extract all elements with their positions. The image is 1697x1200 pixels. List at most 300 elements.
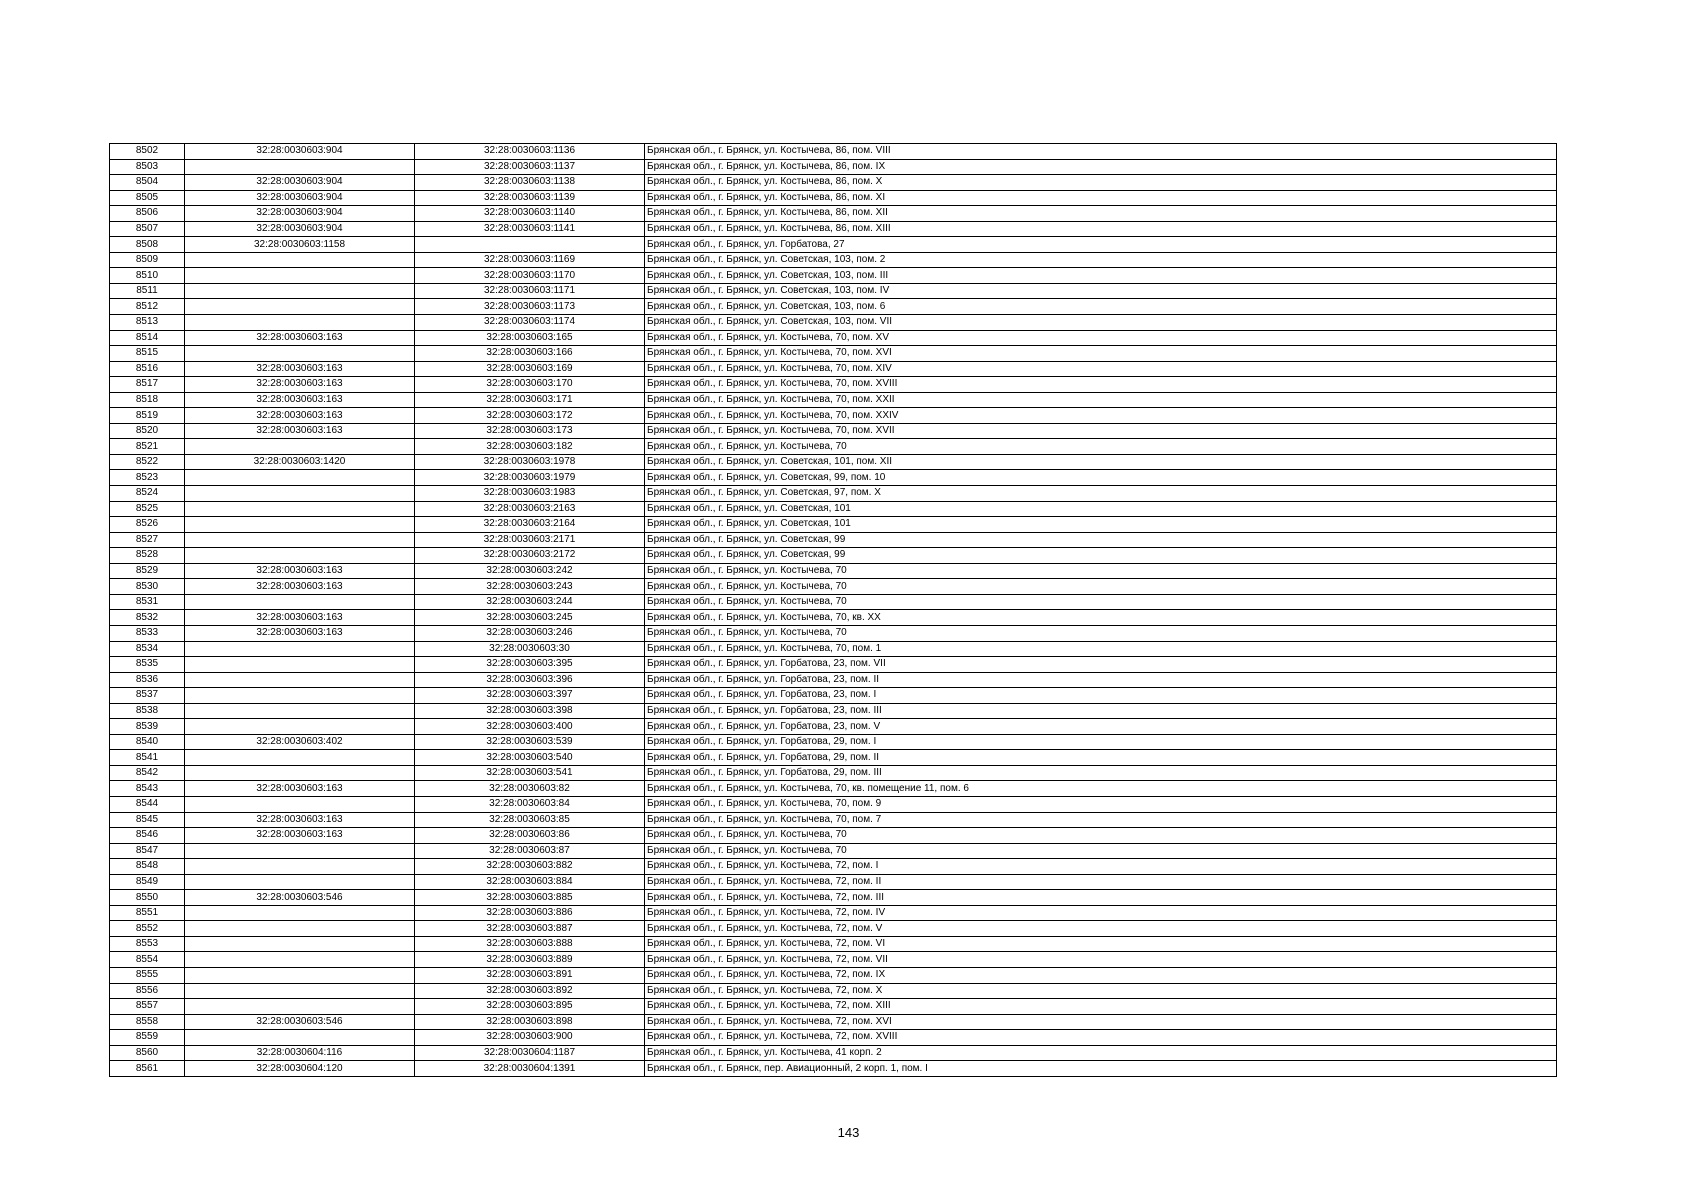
parent-cadastral-number-cell (185, 765, 415, 781)
table-row (110, 983, 1557, 999)
cadastral-number-cell: 32:28:0030603:888 (415, 936, 645, 952)
table-row (110, 190, 1557, 206)
table-row (110, 579, 1557, 595)
parent-cadastral-number-cell (185, 796, 415, 812)
cadastral-number-cell (415, 237, 645, 253)
row-number-cell: 8540 (110, 734, 185, 750)
cadastral-number-cell: 32:28:0030603:30 (415, 641, 645, 657)
cadastral-number-cell: 32:28:0030603:889 (415, 952, 645, 968)
cadastral-number-cell: 32:28:0030603:243 (415, 579, 645, 595)
table-row (110, 237, 1557, 253)
table-row (110, 144, 1557, 160)
address-cell: Брянская обл., г. Брянск, ул. Советская, 103, пом. III (645, 268, 1557, 284)
table-row (110, 936, 1557, 952)
row-number-cell: 8503 (110, 159, 185, 175)
row-number-cell: 8561 (110, 1061, 185, 1077)
row-number-cell: 8560 (110, 1045, 185, 1061)
cadastral-number-cell: 32:28:0030603:244 (415, 594, 645, 610)
address-cell: Брянская обл., г. Брянск, ул. Советская, 103, пом. VII (645, 315, 1557, 331)
parent-cadastral-number-cell (185, 315, 415, 331)
table-row (110, 719, 1557, 735)
table-row (110, 625, 1557, 641)
parent-cadastral-number-cell: 32:28:0030603:163 (185, 330, 415, 346)
parent-cadastral-number-cell: 32:28:0030603:1158 (185, 237, 415, 253)
cadastral-number-cell: 32:28:0030603:1983 (415, 486, 645, 502)
row-number-cell: 8528 (110, 548, 185, 564)
row-number-cell: 8559 (110, 1030, 185, 1046)
registry-table (109, 143, 1557, 1077)
table-row (110, 765, 1557, 781)
parent-cadastral-number-cell: 32:28:0030603:402 (185, 734, 415, 750)
row-number-cell: 8519 (110, 408, 185, 424)
parent-cadastral-number-cell: 32:28:0030603:904 (185, 221, 415, 237)
parent-cadastral-number-cell: 32:28:0030604:116 (185, 1045, 415, 1061)
cadastral-number-cell: 32:28:0030603:2171 (415, 532, 645, 548)
row-number-cell: 8535 (110, 657, 185, 673)
address-cell: Брянская обл., г. Брянск, ул. Костычева, 70, пом. 1 (645, 641, 1557, 657)
row-number-cell: 8518 (110, 392, 185, 408)
table-row (110, 999, 1557, 1015)
table-row (110, 283, 1557, 299)
row-number-cell: 8520 (110, 423, 185, 439)
cadastral-number-cell: 32:28:0030603:170 (415, 377, 645, 393)
row-number-cell: 8549 (110, 874, 185, 890)
row-number-cell: 8558 (110, 1014, 185, 1030)
cadastral-number-cell: 32:28:0030603:1978 (415, 454, 645, 470)
address-cell: Брянская обл., г. Брянск, ул. Горбатова, 29, пом. II (645, 750, 1557, 766)
parent-cadastral-number-cell (185, 486, 415, 502)
parent-cadastral-number-cell: 32:28:0030603:163 (185, 812, 415, 828)
parent-cadastral-number-cell: 32:28:0030603:546 (185, 1014, 415, 1030)
cadastral-number-cell: 32:28:0030603:882 (415, 859, 645, 875)
row-number-cell: 8545 (110, 812, 185, 828)
row-number-cell: 8509 (110, 252, 185, 268)
address-cell: Брянская обл., г. Брянск, ул. Костычева, 70, пом. XXIV (645, 408, 1557, 424)
row-number-cell: 8554 (110, 952, 185, 968)
address-cell: Брянская обл., г. Брянск, ул. Костычева, 70, пом. XV (645, 330, 1557, 346)
parent-cadastral-number-cell (185, 159, 415, 175)
address-cell: Брянская обл., г. Брянск, ул. Костычева, 86, пом. IX (645, 159, 1557, 175)
table-row (110, 470, 1557, 486)
cadastral-number-cell: 32:28:0030603:400 (415, 719, 645, 735)
cadastral-number-cell: 32:28:0030603:1169 (415, 252, 645, 268)
cadastral-number-cell: 32:28:0030603:2172 (415, 548, 645, 564)
cadastral-number-cell: 32:28:0030603:1171 (415, 283, 645, 299)
cadastral-number-cell: 32:28:0030603:886 (415, 905, 645, 921)
row-number-cell: 8544 (110, 796, 185, 812)
address-cell: Брянская обл., г. Брянск, ул. Горбатова, 29, пом. III (645, 765, 1557, 781)
parent-cadastral-number-cell (185, 594, 415, 610)
table-row (110, 657, 1557, 673)
parent-cadastral-number-cell (185, 905, 415, 921)
address-cell: Брянская обл., г. Брянск, ул. Костычева, 70 (645, 439, 1557, 455)
row-number-cell: 8546 (110, 828, 185, 844)
parent-cadastral-number-cell: 32:28:0030603:163 (185, 563, 415, 579)
table-row (110, 703, 1557, 719)
table-row (110, 1061, 1557, 1077)
parent-cadastral-number-cell (185, 439, 415, 455)
row-number-cell: 8548 (110, 859, 185, 875)
table-row (110, 1030, 1557, 1046)
address-cell: Брянская обл., г. Брянск, ул. Костычева, 86, пом. XI (645, 190, 1557, 206)
table-row (110, 921, 1557, 937)
parent-cadastral-number-cell (185, 268, 415, 284)
address-cell: Брянская обл., г. Брянск, ул. Советская, 97, пом. X (645, 486, 1557, 502)
table-row (110, 890, 1557, 906)
row-number-cell: 8510 (110, 268, 185, 284)
address-cell: Брянская обл., г. Брянск, ул. Советская, 101 (645, 501, 1557, 517)
row-number-cell: 8527 (110, 532, 185, 548)
parent-cadastral-number-cell: 32:28:0030603:904 (185, 190, 415, 206)
cadastral-number-cell: 32:28:0030603:1979 (415, 470, 645, 486)
table-row (110, 548, 1557, 564)
cadastral-number-cell: 32:28:0030603:1136 (415, 144, 645, 160)
address-cell: Брянская обл., г. Брянск, ул. Костычева, 72, пом. IX (645, 967, 1557, 983)
cadastral-number-cell: 32:28:0030603:172 (415, 408, 645, 424)
parent-cadastral-number-cell (185, 719, 415, 735)
address-cell: Брянская обл., г. Брянск, ул. Советская, 103, пом. IV (645, 283, 1557, 299)
table-row (110, 408, 1557, 424)
parent-cadastral-number-cell: 32:28:0030603:546 (185, 890, 415, 906)
table-row (110, 688, 1557, 704)
address-cell: Брянская обл., г. Брянск, ул. Костычева, 72, пом. XVI (645, 1014, 1557, 1030)
cadastral-number-cell: 32:28:0030603:395 (415, 657, 645, 673)
cadastral-number-cell: 32:28:0030603:1138 (415, 175, 645, 191)
address-cell: Брянская обл., г. Брянск, ул. Костычева, 70, пом. XVI (645, 346, 1557, 362)
address-cell: Брянская обл., г. Брянск, ул. Горбатова, 29, пом. I (645, 734, 1557, 750)
address-cell: Брянская обл., г. Брянск, ул. Горбатова, 23, пом. VII (645, 657, 1557, 673)
parent-cadastral-number-cell: 32:28:0030603:163 (185, 579, 415, 595)
table-row (110, 812, 1557, 828)
cadastral-number-cell: 32:28:0030603:541 (415, 765, 645, 781)
parent-cadastral-number-cell: 32:28:0030603:163 (185, 377, 415, 393)
address-cell: Брянская обл., г. Брянск, ул. Советская, 101 (645, 517, 1557, 533)
cadastral-number-cell: 32:28:0030603:1170 (415, 268, 645, 284)
cadastral-number-cell: 32:28:0030603:82 (415, 781, 645, 797)
parent-cadastral-number-cell: 32:28:0030603:163 (185, 781, 415, 797)
row-number-cell: 8539 (110, 719, 185, 735)
row-number-cell: 8551 (110, 905, 185, 921)
cadastral-number-cell: 32:28:0030603:1174 (415, 315, 645, 331)
row-number-cell: 8504 (110, 175, 185, 191)
address-cell: Брянская обл., г. Брянск, ул. Костычева, 72, пом. V (645, 921, 1557, 937)
table-row (110, 346, 1557, 362)
cadastral-number-cell: 32:28:0030603:173 (415, 423, 645, 439)
row-number-cell: 8521 (110, 439, 185, 455)
table-row (110, 672, 1557, 688)
address-cell: Брянская обл., г. Брянск, ул. Костычева, 72, пом. III (645, 890, 1557, 906)
table-row (110, 734, 1557, 750)
row-number-cell: 8552 (110, 921, 185, 937)
cadastral-number-cell: 32:28:0030603:1173 (415, 299, 645, 315)
address-cell: Брянская обл., г. Брянск, ул. Костычева, 70, пом. 7 (645, 812, 1557, 828)
parent-cadastral-number-cell: 32:28:0030603:163 (185, 423, 415, 439)
cadastral-number-cell: 32:28:0030603:242 (415, 563, 645, 579)
table-row (110, 175, 1557, 191)
row-number-cell: 8507 (110, 221, 185, 237)
row-number-cell: 8531 (110, 594, 185, 610)
table-row (110, 750, 1557, 766)
row-number-cell: 8541 (110, 750, 185, 766)
table-row (110, 439, 1557, 455)
address-cell: Брянская обл., г. Брянск, ул. Костычева, 72, пом. XIII (645, 999, 1557, 1015)
cadastral-number-cell: 32:28:0030603:396 (415, 672, 645, 688)
parent-cadastral-number-cell (185, 470, 415, 486)
parent-cadastral-number-cell (185, 517, 415, 533)
table-row (110, 221, 1557, 237)
parent-cadastral-number-cell (185, 657, 415, 673)
address-cell: Брянская обл., г. Брянск, ул. Советская, 99, пом. 10 (645, 470, 1557, 486)
row-number-cell: 8512 (110, 299, 185, 315)
address-cell: Брянская обл., г. Брянск, пер. Авиационный, 2 корп. 1, пом. I (645, 1061, 1557, 1077)
parent-cadastral-number-cell (185, 936, 415, 952)
parent-cadastral-number-cell (185, 252, 415, 268)
table-row (110, 330, 1557, 346)
address-cell: Брянская обл., г. Брянск, ул. Костычева, 70, пом. XVII (645, 423, 1557, 439)
cadastral-number-cell: 32:28:0030603:891 (415, 967, 645, 983)
cadastral-number-cell: 32:28:0030603:1137 (415, 159, 645, 175)
address-cell: Брянская обл., г. Брянск, ул. Горбатова, 23, пом. III (645, 703, 1557, 719)
row-number-cell: 8529 (110, 563, 185, 579)
row-number-cell: 8555 (110, 967, 185, 983)
table-row (110, 361, 1557, 377)
table-row (110, 781, 1557, 797)
parent-cadastral-number-cell (185, 548, 415, 564)
address-cell: Брянская обл., г. Брянск, ул. Костычева, 70 (645, 594, 1557, 610)
table-row (110, 252, 1557, 268)
table-row (110, 874, 1557, 890)
address-cell: Брянская обл., г. Брянск, ул. Костычева, 72, пом. II (645, 874, 1557, 890)
address-cell: Брянская обл., г. Брянск, ул. Костычева, 86, пом. XII (645, 206, 1557, 222)
row-number-cell: 8505 (110, 190, 185, 206)
cadastral-number-cell: 32:28:0030603:2163 (415, 501, 645, 517)
cadastral-number-cell: 32:28:0030603:885 (415, 890, 645, 906)
table-row (110, 952, 1557, 968)
address-cell: Брянская обл., г. Брянск, ул. Костычева, 72, пом. X (645, 983, 1557, 999)
table-row (110, 423, 1557, 439)
row-number-cell: 8516 (110, 361, 185, 377)
parent-cadastral-number-cell (185, 952, 415, 968)
address-cell: Брянская обл., г. Брянск, ул. Костычева, 86, пом. XIII (645, 221, 1557, 237)
table-row (110, 843, 1557, 859)
parent-cadastral-number-cell: 32:28:0030603:163 (185, 625, 415, 641)
table-row (110, 454, 1557, 470)
parent-cadastral-number-cell (185, 299, 415, 315)
address-cell: Брянская обл., г. Брянск, ул. Горбатова, 27 (645, 237, 1557, 253)
registry-table-body (110, 144, 1557, 1077)
address-cell: Брянская обл., г. Брянск, ул. Костычева, 72, пом. VI (645, 936, 1557, 952)
cadastral-number-cell: 32:28:0030603:84 (415, 796, 645, 812)
parent-cadastral-number-cell: 32:28:0030603:163 (185, 361, 415, 377)
row-number-cell: 8536 (110, 672, 185, 688)
parent-cadastral-number-cell: 32:28:0030604:120 (185, 1061, 415, 1077)
address-cell: Брянская обл., г. Брянск, ул. Костычева, 72, пом. XVIII (645, 1030, 1557, 1046)
row-number-cell: 8537 (110, 688, 185, 704)
row-number-cell: 8550 (110, 890, 185, 906)
cadastral-number-cell: 32:28:0030603:171 (415, 392, 645, 408)
cadastral-number-cell: 32:28:0030603:1141 (415, 221, 645, 237)
cadastral-number-cell: 32:28:0030603:887 (415, 921, 645, 937)
row-number-cell: 8508 (110, 237, 185, 253)
row-number-cell: 8502 (110, 144, 185, 160)
cadastral-number-cell: 32:28:0030604:1391 (415, 1061, 645, 1077)
address-cell: Брянская обл., г. Брянск, ул. Горбатова, 23, пом. I (645, 688, 1557, 704)
parent-cadastral-number-cell: 32:28:0030603:163 (185, 610, 415, 626)
address-cell: Брянская обл., г. Брянск, ул. Костычева, 70 (645, 579, 1557, 595)
address-cell: Брянская обл., г. Брянск, ул. Костычева, 72, пом. I (645, 859, 1557, 875)
row-number-cell: 8524 (110, 486, 185, 502)
table-row (110, 641, 1557, 657)
cadastral-number-cell: 32:28:0030604:1187 (415, 1045, 645, 1061)
row-number-cell: 8515 (110, 346, 185, 362)
row-number-cell: 8532 (110, 610, 185, 626)
table-row (110, 610, 1557, 626)
parent-cadastral-number-cell (185, 750, 415, 766)
parent-cadastral-number-cell (185, 874, 415, 890)
parent-cadastral-number-cell: 32:28:0030603:163 (185, 408, 415, 424)
address-cell: Брянская обл., г. Брянск, ул. Костычева, 70, кв. помещение 11, пом. 6 (645, 781, 1557, 797)
table-row (110, 905, 1557, 921)
address-cell: Брянская обл., г. Брянск, ул. Горбатова, 23, пом. II (645, 672, 1557, 688)
address-cell: Брянская обл., г. Брянск, ул. Костычева, 70, пом. XVIII (645, 377, 1557, 393)
parent-cadastral-number-cell (185, 283, 415, 299)
parent-cadastral-number-cell: 32:28:0030603:904 (185, 175, 415, 191)
table-row (110, 268, 1557, 284)
table-row (110, 532, 1557, 548)
parent-cadastral-number-cell (185, 999, 415, 1015)
address-cell: Брянская обл., г. Брянск, ул. Горбатова, 23, пом. V (645, 719, 1557, 735)
parent-cadastral-number-cell: 32:28:0030603:904 (185, 206, 415, 222)
parent-cadastral-number-cell (185, 921, 415, 937)
address-cell: Брянская обл., г. Брянск, ул. Советская, 99 (645, 532, 1557, 548)
row-number-cell: 8547 (110, 843, 185, 859)
cadastral-number-cell: 32:28:0030603:86 (415, 828, 645, 844)
cadastral-number-cell: 32:28:0030603:898 (415, 1014, 645, 1030)
parent-cadastral-number-cell: 32:28:0030603:163 (185, 392, 415, 408)
parent-cadastral-number-cell (185, 843, 415, 859)
parent-cadastral-number-cell (185, 859, 415, 875)
row-number-cell: 8511 (110, 283, 185, 299)
address-cell: Брянская обл., г. Брянск, ул. Костычева, 86, пом. VIII (645, 144, 1557, 160)
address-cell: Брянская обл., г. Брянск, ул. Костычева, 70 (645, 843, 1557, 859)
row-number-cell: 8525 (110, 501, 185, 517)
cadastral-number-cell: 32:28:0030603:85 (415, 812, 645, 828)
row-number-cell: 8506 (110, 206, 185, 222)
row-number-cell: 8533 (110, 625, 185, 641)
table-row (110, 486, 1557, 502)
row-number-cell: 8514 (110, 330, 185, 346)
table-row (110, 392, 1557, 408)
row-number-cell: 8538 (110, 703, 185, 719)
address-cell: Брянская обл., г. Брянск, ул. Костычева, 70 (645, 828, 1557, 844)
cadastral-number-cell: 32:28:0030603:166 (415, 346, 645, 362)
cadastral-number-cell: 32:28:0030603:892 (415, 983, 645, 999)
table-row (110, 828, 1557, 844)
parent-cadastral-number-cell (185, 532, 415, 548)
address-cell: Брянская обл., г. Брянск, ул. Советская, 99 (645, 548, 1557, 564)
parent-cadastral-number-cell (185, 688, 415, 704)
address-cell: Брянская обл., г. Брянск, ул. Советская, 101, пом. XII (645, 454, 1557, 470)
table-row (110, 796, 1557, 812)
address-cell: Брянская обл., г. Брянск, ул. Советская, 103, пом. 2 (645, 252, 1557, 268)
cadastral-number-cell: 32:28:0030603:87 (415, 843, 645, 859)
row-number-cell: 8553 (110, 936, 185, 952)
row-number-cell: 8517 (110, 377, 185, 393)
parent-cadastral-number-cell: 32:28:0030603:163 (185, 828, 415, 844)
table-row (110, 377, 1557, 393)
cadastral-number-cell: 32:28:0030603:182 (415, 439, 645, 455)
table-row (110, 299, 1557, 315)
cadastral-number-cell: 32:28:0030603:245 (415, 610, 645, 626)
table-row (110, 859, 1557, 875)
address-cell: Брянская обл., г. Брянск, ул. Костычева, 70, пом. 9 (645, 796, 1557, 812)
table-row (110, 1045, 1557, 1061)
cadastral-number-cell: 32:28:0030603:539 (415, 734, 645, 750)
parent-cadastral-number-cell (185, 501, 415, 517)
parent-cadastral-number-cell (185, 672, 415, 688)
row-number-cell: 8542 (110, 765, 185, 781)
cadastral-number-cell: 32:28:0030603:884 (415, 874, 645, 890)
address-cell: Брянская обл., г. Брянск, ул. Костычева, 70, кв. XX (645, 610, 1557, 626)
cadastral-number-cell: 32:28:0030603:398 (415, 703, 645, 719)
cadastral-number-cell: 32:28:0030603:1140 (415, 206, 645, 222)
row-number-cell: 8530 (110, 579, 185, 595)
table-row (110, 517, 1557, 533)
row-number-cell: 8556 (110, 983, 185, 999)
table-row (110, 1014, 1557, 1030)
parent-cadastral-number-cell (185, 641, 415, 657)
table-row (110, 594, 1557, 610)
cadastral-number-cell: 32:28:0030603:165 (415, 330, 645, 346)
parent-cadastral-number-cell (185, 346, 415, 362)
table-row (110, 159, 1557, 175)
cadastral-number-cell: 32:28:0030603:169 (415, 361, 645, 377)
parent-cadastral-number-cell (185, 967, 415, 983)
row-number-cell: 8522 (110, 454, 185, 470)
row-number-cell: 8513 (110, 315, 185, 331)
address-cell: Брянская обл., г. Брянск, ул. Костычева, 70, пом. XXII (645, 392, 1557, 408)
parent-cadastral-number-cell (185, 703, 415, 719)
row-number-cell: 8543 (110, 781, 185, 797)
row-number-cell: 8534 (110, 641, 185, 657)
row-number-cell: 8526 (110, 517, 185, 533)
parent-cadastral-number-cell: 32:28:0030603:1420 (185, 454, 415, 470)
address-cell: Брянская обл., г. Брянск, ул. Костычева, 70 (645, 563, 1557, 579)
address-cell: Брянская обл., г. Брянск, ул. Костычева, 70, пом. XIV (645, 361, 1557, 377)
cadastral-number-cell: 32:28:0030603:246 (415, 625, 645, 641)
cadastral-number-cell: 32:28:0030603:2164 (415, 517, 645, 533)
address-cell: Брянская обл., г. Брянск, ул. Костычева, 72, пом. IV (645, 905, 1557, 921)
cadastral-number-cell: 32:28:0030603:397 (415, 688, 645, 704)
address-cell: Брянская обл., г. Брянск, ул. Костычева, 72, пом. VII (645, 952, 1557, 968)
cadastral-number-cell: 32:28:0030603:900 (415, 1030, 645, 1046)
table-row (110, 501, 1557, 517)
address-cell: Брянская обл., г. Брянск, ул. Костычева, 41 корп. 2 (645, 1045, 1557, 1061)
parent-cadastral-number-cell (185, 1030, 415, 1046)
parent-cadastral-number-cell: 32:28:0030603:904 (185, 144, 415, 160)
table-row (110, 967, 1557, 983)
cadastral-number-cell: 32:28:0030603:895 (415, 999, 645, 1015)
table-row (110, 315, 1557, 331)
table-row (110, 563, 1557, 579)
cadastral-number-cell: 32:28:0030603:540 (415, 750, 645, 766)
row-number-cell: 8557 (110, 999, 185, 1015)
page-number: 143 (837, 1125, 860, 1140)
address-cell: Брянская обл., г. Брянск, ул. Костычева, 86, пом. X (645, 175, 1557, 191)
address-cell: Брянская обл., г. Брянск, ул. Костычева, 70 (645, 625, 1557, 641)
table-row (110, 206, 1557, 222)
row-number-cell: 8523 (110, 470, 185, 486)
